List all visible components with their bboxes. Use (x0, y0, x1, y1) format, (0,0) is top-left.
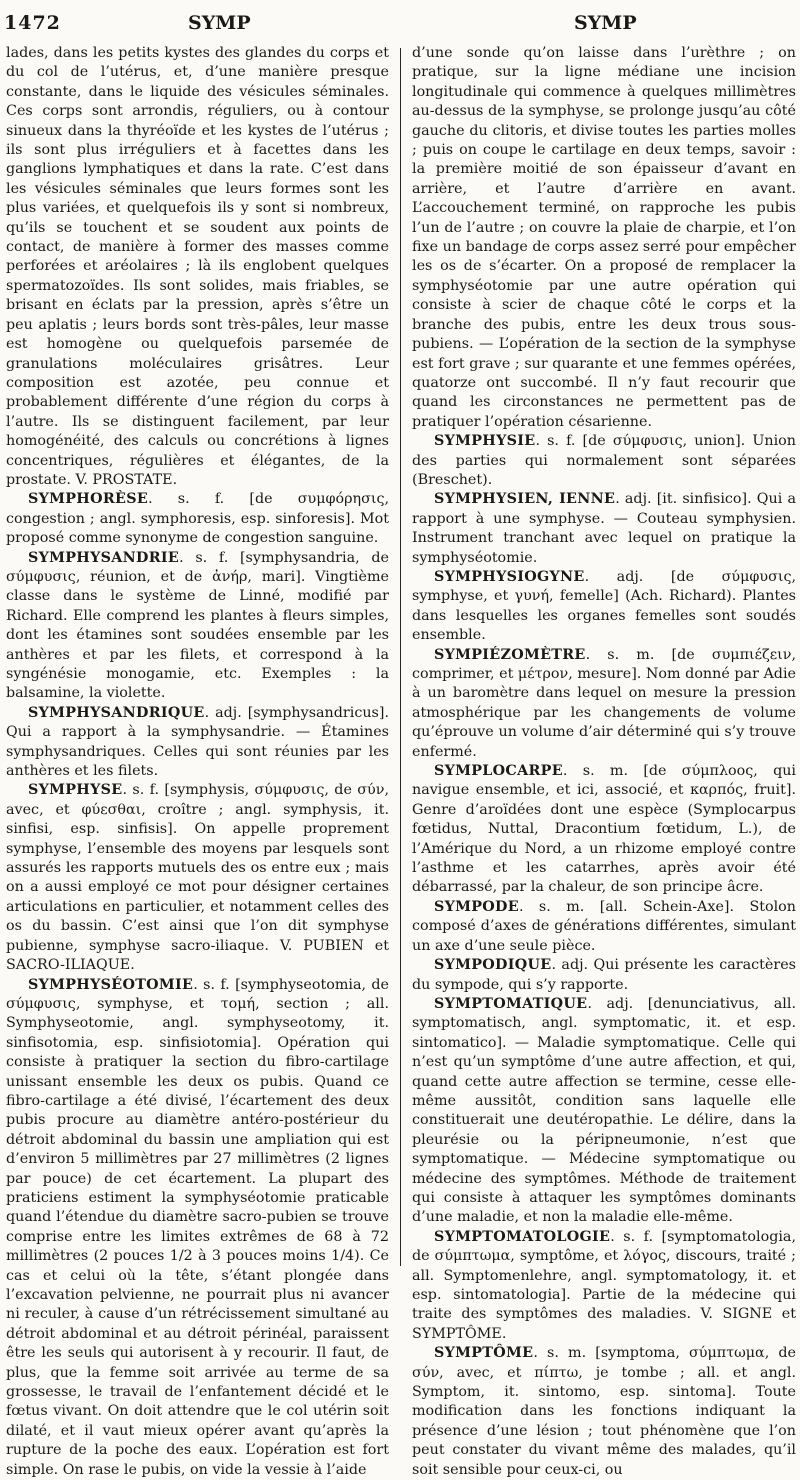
entry (412, 995, 796, 1228)
column-divider (400, 48, 401, 1266)
entry (412, 1228, 796, 1344)
entry-headword: SYMPHYSANDRIE (28, 550, 179, 566)
entry (412, 44, 796, 432)
entry (6, 781, 389, 975)
entry-headword: SYMPHYSIE (434, 433, 535, 449)
entry-text: . s. m. [de σύμπλοος, qui navigue ensemble, et ici, associé, et καρπός, fruit]. Genre d’aroïdées dont une espèce (Symplocarpus fœtidus, Nuttal, Dracontium fœtidum, L.), de l’Amérique du Nord, a un rhizome employé contre l’asthme et les catarrhes, après avoir été débarrassé, par la chaleur, de son principe âcre. (412, 763, 796, 895)
entry (6, 549, 389, 704)
entry-text: . s. m. [symptoma, σύμπτωμα, de σύν, avec, et πίπτω, je tombe ; all. et angl. Symptom, it. sintomo, esp. sintoma]. Toute modification dans les fonctions indiquant la présence d’une lésion ; tout phénomène que l’on peut constater du vivant même des malades, qu’il soit sensible pour ceux-ci, ou (412, 1345, 796, 1477)
entry-headword: SYMPHYSE (28, 782, 122, 798)
entry-headword: SYMPODIQUE (434, 957, 551, 973)
entry-text: . s. f. [de σύμφυσις, union]. Union des parties qui normalement sont séparées (Breschet). (412, 433, 796, 488)
entry-text: . adj. [it. sinfisico]. Qui a rapport à une symphyse. — Couteau symphysien. Instrument tranchant avec lequel on pratique la symphyséotomie. (412, 491, 796, 565)
entry (412, 432, 796, 490)
entry-text: . s. m. [all. Schein-Axe]. Stolon composé d’axes de générations différentes, simulant un axe d’une seule pièce. (412, 899, 796, 954)
entry-text: . adj. [denunciativus, all. symptomatisch, angl. symptomatic, it. et esp. sintomatico]. — Maladie symptomatique. Celle qui n’est qu’un symptôme d’une autre affection, et qui, quand cette autre affection se termine, cesse elle-même aussitôt, condition sans laquelle elle constituerait une deutéropathie. Le délire, dans la pleurésie ou la péripneumonie, n’est que symptomatique. — Médecine symptomatique ou médecine des symptômes. Méthode de traitement qui consiste à attaquer les symptômes dominants d’une maladie, et non la maladie elle-même. (412, 996, 796, 1225)
entry-headword: SYMPIÉZOMÈTRE (434, 647, 586, 663)
page-number: 1472 (4, 14, 61, 33)
entry-headword: SYMPHYSIEN, IENNE (434, 491, 615, 507)
entry (6, 44, 389, 490)
entry-headword: SYMPTÔME (434, 1345, 533, 1361)
entry (412, 490, 796, 568)
entry-text: . s. f. [symphysandria, de σύμφυσις, réunion, et de ἀνήρ, mari]. Vingtième classe dans le système de Linné, modifié par Richard. Elle comprend les plantes à fleurs simples, dont les étamines sont soudées ensemble par les anthères et par les filets, et correspond à la syngénésie monogamie, etc. Exemples : la balsamine, la violette. (6, 550, 389, 702)
entry-text: . s. f. [de συμφόρησις, congestion ; angl. symphoresis, esp. sinforesis]. Mot proposé comme synonyme de congestion sanguine. (6, 491, 389, 546)
entry-headword: SYMPODE (434, 899, 519, 915)
entry-headword: SYMPHYSIOGYNE (434, 569, 585, 585)
entry (6, 704, 389, 782)
running-head-right: SYMP (574, 14, 637, 33)
entry (412, 646, 796, 762)
entry-headword: SYMPHYSANDRIQUE (28, 705, 205, 721)
entry-headword: SYMPHYSÉOTOMIE (28, 977, 193, 993)
entry-text: lades, dans les petits kystes des glandes du corps et du col de l’utérus, et, d’une manière presque constante, dans le liquide des vésicules séminales. Ces corps sont arrondis, réguliers, ou à contour sinueux dans la thyréoïde et les kystes de l’utérus ; ils sont plus irréguliers et à facettes dans les ganglions lymphatiques et dans la rate. C’est dans les vésicules séminales que leurs formes sont les plus variées, et quelquefois ils y sont si nombreux, qu’ils se touchent et se soudent aux points de contact, de manière à former des masses comme perforées et aréolaires ; là ils englobent quelques spermatozoïdes. Ils sont solides, mais friables, se brisant en éclats par la pression, après s’être un peu aplatis ; leurs bords sont très-pâles, leur masse est homogène ou quelquefois parsemée de granulations moléculaires grisâtres. Leur composition est azotée, peu connue et probablement différente d’une région du corps à l’autre. Ils se distinguent facilement, par leur homogénéité, des calculs ou concrétions à lignes concentriques, régulières et élégantes, de la prostate. V. PROSTATE. (6, 45, 389, 488)
entry-text: . adj. [symphysandricus]. Qui a rapport à la symphysandrie. — Étamines symphysandriques. Celles qui sont réunies par les anthères et les filets. (6, 705, 389, 779)
right-column (412, 44, 796, 1272)
entry-text: d’une sonde qu’on laisse dans l’urèthre ; on pratique, sur la ligne médiane une incision longitudinale qui commence à quelques millimètres au-dessus de la symphyse, se prolonge jusqu’au côté gauche du clitoris, et divise toutes les parties molles ; puis on coupe le cartilage en deux temps, savoir : la première moitié de son épaisseur d’avant en arrière, et l’autre d’arrière en avant. L’accouchement terminé, on rapproche les pubis l’un de l’autre ; on couvre la plaie de charpie, et l’on fixe un bandage de corps assez serré pour empêcher les os de s’écarter. On a proposé de remplacer la symphyséotomie par une autre opération qui consiste à scier de chaque côté le corps et la branche des pubis, entre les deux trous sous-pubiens. — L’opération de la section de la symphyse est fort grave ; sur quarante et une femmes opérées, quatorze ont succombé. Il n’y faut recourir que quand les circonstances ne permettent pas de pratiquer l’opération césarienne. (412, 45, 796, 430)
running-head-left: SYMP (188, 14, 251, 33)
entry-text: . s. f. [symphyseotomia, de σύμφυσις, symphyse, et τομή, section ; all. Symphyseotomie, angl. symphyseotomy, it. sinfisotomia, esp. sinfisiotomia]. Opération qui consiste à pratiquer la section du fibro-cartilage unissant ensemble les deux os pubis. Quand ce fibro-cartilage a été divisé, l’écartement des deux pubis procure au diamètre antéro-postérieur du détroit abdominal du bassin une ampliation qui est d’environ 5 millimètres par 27 millimètres (2 lignes par pouce) de cet écartement. La plupart des praticiens estiment la symphyséotomie praticable quand l’étendue du diamètre sacro-pubien se trouve comprise entre les limites extrêmes de 68 à 72 millimètres (2 pouces 1/2 à 3 pouces moins 1/4). Ce cas et celui où la tête, s’étant plongée dans l’excavation pelvienne, ne pourrait plus ni avancer ni reculer, à cause d’un rétrécissement simultané au détroit abdominal et au détroit périnéal, paraissent être les seuls qui autorisent à y recourir. Il faut, de plus, que la femme soit arrivée au terme de sa grossesse, le travail de l’enfantement décidé et le fœtus vivant. On doit attendre que le col utérin soit dilaté, et il vaut mieux opérer avant qu’après la rupture de la poche des eaux. L’opération est fort simple. On rase le pubis, on vide la vessie à l’aide (6, 977, 389, 1478)
entry (412, 1344, 796, 1480)
entry-text: . s. f. [symphysis, σύμφυσις, de σύν, avec, et φύεσθαι, croître ; angl. symphysis, it. sinfisi, esp. sinfisis]. On appelle proprement symphyse, l’ensemble des moyens par lesquels sont assurés les rapports mutuels des os entre eux ; mais on a aussi employé ce mot pour désigner certaines articulations en particulier, et notamment celles des os du bassin. C’est ainsi que l’on dit symphyse pubienne, symphyse sacro-iliaque. V. PUBIEN et SACRO-ILIAQUE. (6, 782, 389, 973)
entry-headword: SYMPHORÈSE (28, 491, 148, 507)
entry-text: . s. m. [de συμπιέζειν, comprimer, et μέτρον, mesure]. Nom donné par Adie à un baromètre dans lequel on mesure la pression atmosphérique par les changements de volume qu’éprouve un volume d’air déterminé qui s’y trouve enfermé. (412, 647, 796, 760)
entry-headword: SYMPTOMATIQUE (434, 996, 587, 1012)
entry (412, 956, 796, 995)
entry (412, 762, 796, 898)
entry-headword: SYMPLOCARPE (434, 763, 563, 779)
entry-headword: SYMPTOMATOLOGIE (434, 1229, 610, 1245)
entry (412, 568, 796, 646)
entry (6, 490, 389, 548)
entry-text: . s. f. [symptomatologia, de σύμπτωμα, symptôme, et λόγος, discours, traité ; all. Symptomenlehre, angl. symptomatology, it. et esp. sintomatologia]. Partie de la médecine qui traite des symptômes des maladies. V. SIGNE et SYMPTÔME. (412, 1229, 796, 1342)
entry-text: . adj. [de σύμφυσις, symphyse, et γυνή, femelle] (Ach. Richard). Plantes dans lesquelles les organes femelles sont soudés ensemble. (412, 569, 796, 643)
entry-text: . adj. Qui présente les caractères du sympode, qui s’y rapporte. (412, 957, 796, 992)
entry (6, 976, 389, 1480)
left-column (6, 44, 389, 1272)
entry (412, 898, 796, 956)
